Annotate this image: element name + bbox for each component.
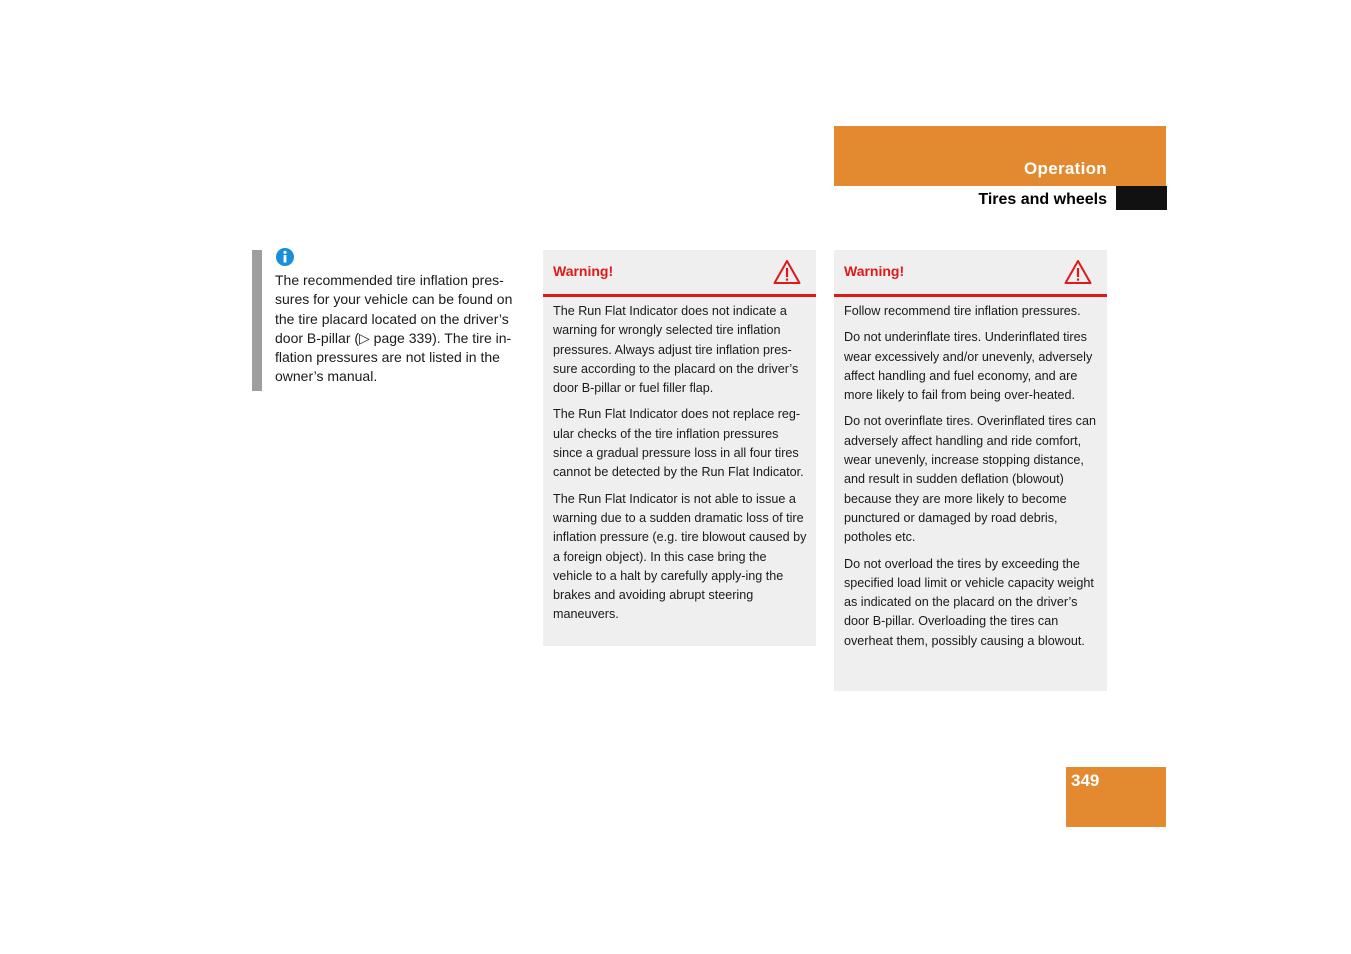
warning-title: Warning! [553,263,614,279]
warning-header [543,250,816,297]
section-header-band [834,126,1166,186]
subsection-label: Tires and wheels [978,191,1107,208]
subsection-title [834,188,1107,212]
warning-paragraph: Do not underinflate tires. Underinflated tires wear excessively and/or unevenly, adversely affect handling and fuel economy, and are more likely to fail from being over-heated. [844,330,1093,403]
page-number: 349 [1071,771,1100,790]
warning-header [834,250,1107,297]
warning-paragraph: The Run Flat Indicator does not indicate a warning for wrongly selected tire inflation pressures. Always adjust tire inflation pres-sure according to the placard on the driver’s door B-pillar or fuel filler flap. [553,304,799,396]
warning-paragraph: Do not overload the tires by exceeding the specified load limit or vehicle capacity weight as indicated on the placard on the driver’s door B-pillar. Overloading the tires can overheat them, possibly causing a blowout. [844,556,1094,648]
warning-title: Warning! [844,263,905,279]
warning-body [543,297,816,625]
page-number-box [1066,767,1166,827]
info-icon [275,247,295,267]
info-sidebar-bar [252,250,262,391]
warning-paragraph: The Run Flat Indicator does not replace reg-ular checks of the tire inflation pressures since a gradual pressure loss in all four tires cannot be detected by the Run Flat Indicator. [553,407,804,480]
warning-paragraph: Follow recommend tire inflation pressures. [844,304,1081,318]
warning-paragraph: Do not overinflate tires. Overinflated tires can adversely affect handling and ride comfort, wear unevenly, increase stopping distance, and result in sudden deflation (blowout) because they are more likely to become punctured or damaged by road debris, potholes etc. [844,414,1096,545]
warning-box-run-flat [543,250,816,646]
chapter-tab-marker [1116,186,1167,210]
info-note-text: The recommended tire inflation pres-sures for your vehicle can be found on the tire placard located on the driver’s door B-pillar (▷ page 339). The tire in-flation pressures are not listed in the owner’s manual. [275,272,513,385]
warning-triangle-icon [773,259,801,285]
warning-triangle-icon [1064,259,1092,285]
warning-body [834,297,1107,651]
section-title: Operation [1024,159,1107,178]
warning-box-inflation [834,250,1107,691]
warning-paragraph: The Run Flat Indicator is not able to issue a warning due to a sudden dramatic loss of tire inflation pressure (e.g. tire blowout caused by a foreign object). In this case bring the vehicle to a halt by carefully apply-ing the brakes and avoiding abrupt steering maneuvers. [553,491,807,622]
